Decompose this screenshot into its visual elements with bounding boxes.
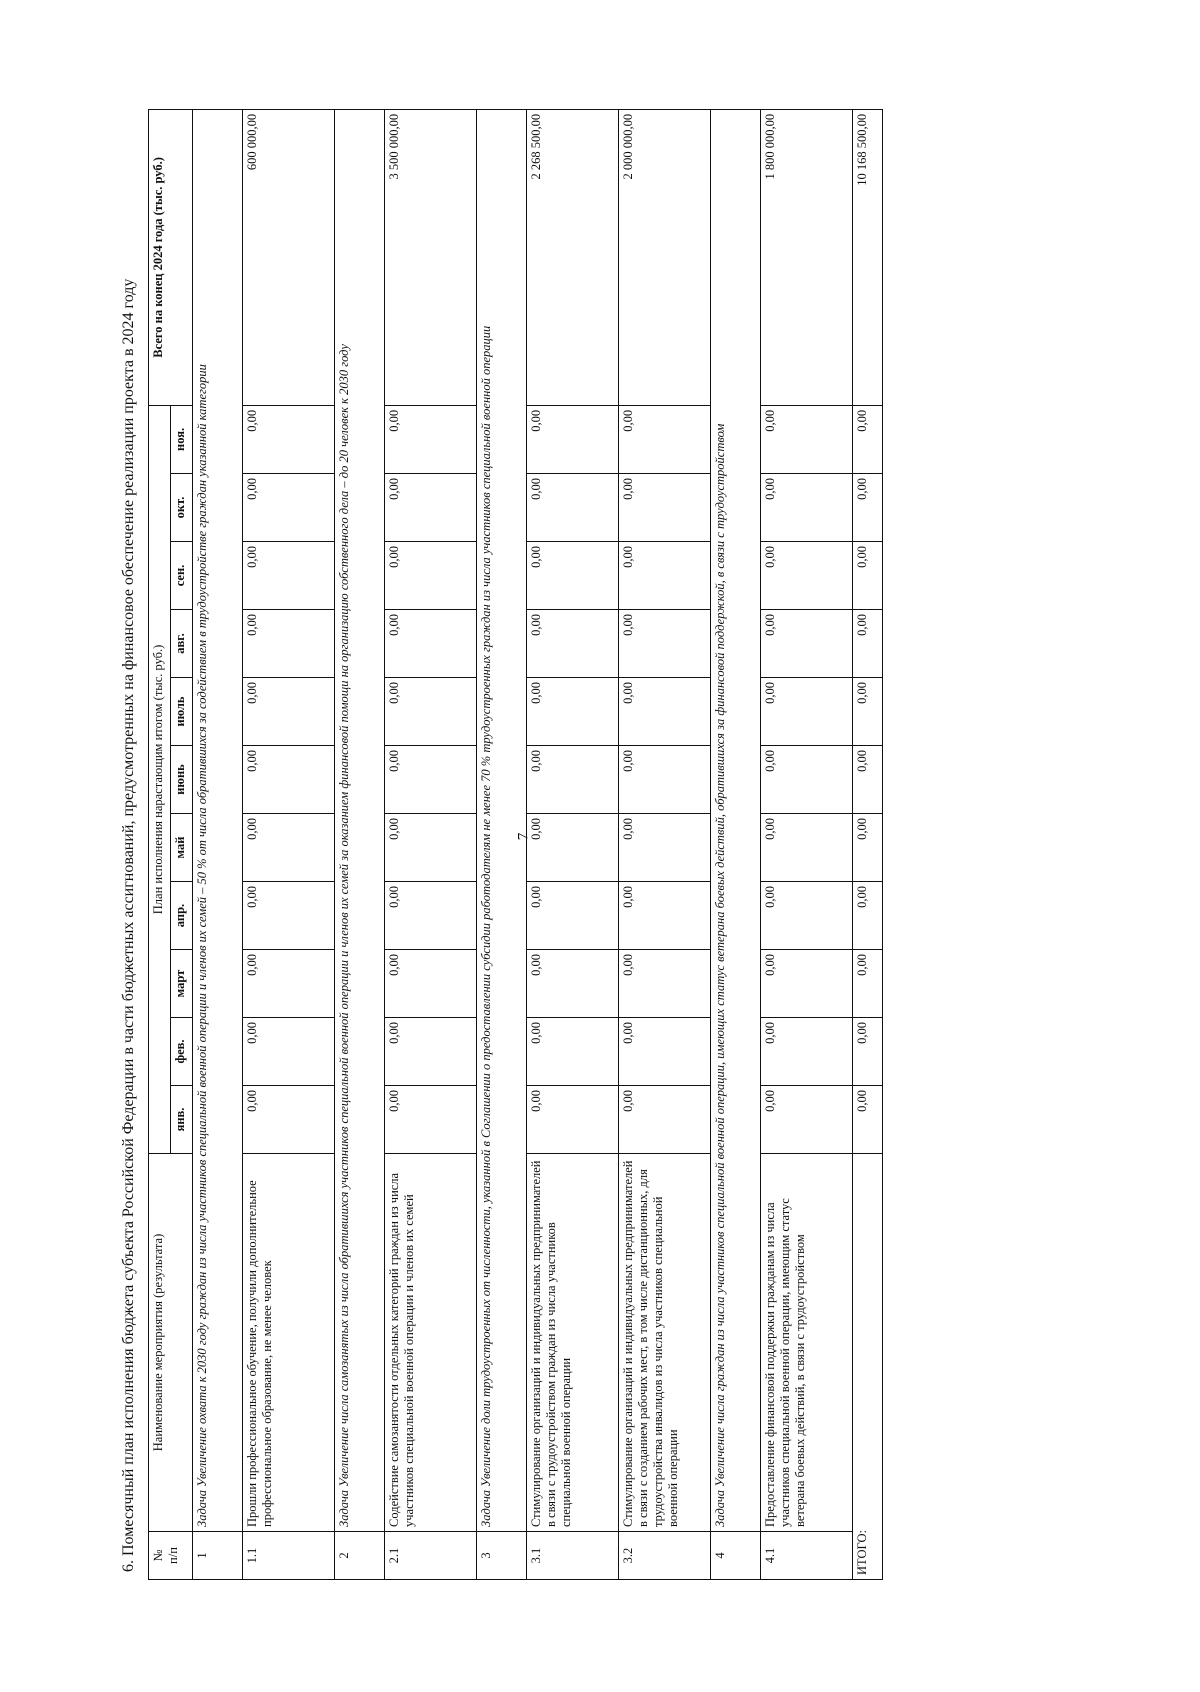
- row-total: 600 000,00: [243, 109, 335, 405]
- grand-total: 10 168 500,00: [853, 109, 883, 405]
- row-number: 1: [193, 1532, 243, 1580]
- total-month-value: 0,00: [853, 950, 883, 1018]
- total-month-value: 0,00: [853, 1086, 883, 1154]
- table-row: [619, 109, 711, 1579]
- table-row: [761, 109, 853, 1579]
- task-text: Задача Увеличение доли трудоустроенных от численности, указанной в Соглашении о предоставлении субсидии работодателям не менее 70 % трудоустроенных граждан из числа участников специальной военной операции: [477, 109, 527, 1531]
- row-number: 2: [335, 1532, 385, 1580]
- month-value: 0,00: [243, 610, 335, 678]
- month-value: 0,00: [619, 882, 711, 950]
- month-value: 0,00: [385, 1018, 477, 1086]
- month-value: 0,00: [527, 814, 619, 882]
- task-text: Задача Увеличение числа самозанятых из числа обратившихся участников специальной военной операции и членов их семей за оказанием финансовой помощи на организацию собственного дела – до 20 человек к 2030 году: [335, 109, 385, 1531]
- row-number: 3.2: [619, 1532, 711, 1580]
- total-month-value: 0,00: [853, 474, 883, 542]
- month-value: 0,00: [243, 1018, 335, 1086]
- activity-name: Стимулирование организаций и индивидуальных предпринимателей в связи с созданием рабочих мест, в том числе дистанционных, для трудоустройства инвалидов из числа участников специальной военной операции: [619, 1154, 711, 1532]
- month-value: 0,00: [527, 746, 619, 814]
- header-no: № п/п: [149, 1532, 193, 1580]
- total-month-value: 0,00: [853, 610, 883, 678]
- month-value: 0,00: [243, 814, 335, 882]
- month-value: 0,00: [385, 882, 477, 950]
- row-total: 2 000 000,00: [619, 109, 711, 405]
- month-value: 0,00: [243, 542, 335, 610]
- month-value: 0,00: [243, 474, 335, 542]
- task-row: [193, 109, 243, 1579]
- header-month: ноя.: [171, 405, 193, 473]
- month-value: 0,00: [243, 950, 335, 1018]
- month-value: 0,00: [761, 610, 853, 678]
- task-text: Задача Увеличение числа граждан из числа участников специальной военной операции, имеющих статус ветерана боевых действий, обратившихся за финансовой поддержкой, в связи с трудоустройством: [711, 109, 761, 1531]
- activity-name: Прошли профессиональное обучение, получили дополнительное профессиональное образование, не менее человек: [243, 1154, 335, 1532]
- month-value: 0,00: [385, 746, 477, 814]
- month-value: 0,00: [619, 746, 711, 814]
- total-label: ИТОГО:: [853, 1154, 883, 1580]
- header-name: Наименование мероприятия (результата): [149, 1154, 193, 1532]
- month-value: 0,00: [385, 678, 477, 746]
- month-value: 0,00: [761, 814, 853, 882]
- task-row: [335, 109, 385, 1579]
- header-total: Всего на конец 2024 года (тыс. руб.): [149, 109, 193, 405]
- row-total: 1 800 000,00: [761, 109, 853, 405]
- row-number: 1.1: [243, 1532, 335, 1580]
- row-number: 3: [477, 1532, 527, 1580]
- header-month: окт.: [171, 474, 193, 542]
- month-value: 0,00: [243, 678, 335, 746]
- month-value: 0,00: [527, 610, 619, 678]
- month-value: 0,00: [385, 610, 477, 678]
- table-header: [149, 109, 193, 1579]
- month-value: 0,00: [761, 1018, 853, 1086]
- month-value: 0,00: [527, 474, 619, 542]
- month-value: 0,00: [385, 1086, 477, 1154]
- task-text: Задача Увеличение охвата к 2030 году граждан из числа участников специальной военной операции и членов их семей – 50 % от числа обратившихся за содействием в трудоустройстве граждан указанной категории: [193, 109, 243, 1531]
- table-row: [385, 109, 477, 1579]
- task-row: [477, 109, 527, 1579]
- month-value: 0,00: [761, 1086, 853, 1154]
- month-value: 0,00: [619, 610, 711, 678]
- header-month: фев.: [171, 1018, 193, 1086]
- total-month-value: 0,00: [853, 405, 883, 473]
- month-value: 0,00: [243, 405, 335, 473]
- month-value: 0,00: [761, 474, 853, 542]
- month-value: 0,00: [619, 950, 711, 1018]
- rotated-page: [116, 110, 1116, 1580]
- row-number: 3.1: [527, 1532, 619, 1580]
- total-row: [853, 109, 883, 1579]
- month-value: 0,00: [619, 542, 711, 610]
- page-number: 7: [515, 832, 532, 841]
- row-total: 3 500 000,00: [385, 109, 477, 405]
- month-value: 0,00: [527, 950, 619, 1018]
- total-month-value: 0,00: [853, 882, 883, 950]
- month-value: 0,00: [243, 882, 335, 950]
- month-value: 0,00: [619, 678, 711, 746]
- month-value: 0,00: [619, 814, 711, 882]
- month-value: 0,00: [619, 405, 711, 473]
- month-value: 0,00: [527, 1018, 619, 1086]
- month-value: 0,00: [761, 542, 853, 610]
- month-value: 0,00: [761, 950, 853, 1018]
- header-month: авг.: [171, 610, 193, 678]
- month-value: 0,00: [761, 405, 853, 473]
- total-month-value: 0,00: [853, 678, 883, 746]
- month-value: 0,00: [243, 1086, 335, 1154]
- month-value: 0,00: [761, 746, 853, 814]
- month-value: 0,00: [619, 1086, 711, 1154]
- month-value: 0,00: [527, 405, 619, 473]
- header-month: март: [171, 950, 193, 1018]
- total-month-value: 0,00: [853, 746, 883, 814]
- month-value: 0,00: [243, 746, 335, 814]
- activity-name: Предоставление финансовой поддержки гражданам из числа участников специальной военной операции, имеющим статус ветерана боевых действий, в связи с трудоустройством: [761, 1154, 853, 1532]
- header-plan: План исполнения нарастающим итогом (тыс. руб.): [149, 405, 171, 1153]
- month-value: 0,00: [385, 474, 477, 542]
- month-value: 0,00: [619, 1018, 711, 1086]
- row-number: 4.1: [761, 1532, 853, 1580]
- month-value: 0,00: [619, 474, 711, 542]
- month-value: 0,00: [527, 542, 619, 610]
- row-number: 2.1: [385, 1532, 477, 1580]
- header-month: июнь: [171, 746, 193, 814]
- row-number: 4: [711, 1532, 761, 1580]
- table-row: [243, 109, 335, 1579]
- month-value: 0,00: [527, 678, 619, 746]
- task-row: [711, 109, 761, 1579]
- budget-plan-table: [148, 109, 883, 1580]
- activity-name: Стимулирование организаций и индивидуальных предпринимателей в связи с трудоустройством граждан из числа участников специальной военной операции: [527, 1154, 619, 1532]
- month-value: 0,00: [761, 882, 853, 950]
- month-value: 0,00: [385, 950, 477, 1018]
- month-value: 0,00: [385, 814, 477, 882]
- total-month-value: 0,00: [853, 542, 883, 610]
- row-total: 2 268 500,00: [527, 109, 619, 405]
- total-month-value: 0,00: [853, 1018, 883, 1086]
- month-value: 0,00: [385, 542, 477, 610]
- header-month: май: [171, 814, 193, 882]
- month-value: 0,00: [385, 405, 477, 473]
- table-body: [193, 109, 883, 1579]
- activity-name: Содействие самозанятости отдельных категорий граждан из числа участников специальной военной операции и членов их семей: [385, 1154, 477, 1532]
- header-month: сен.: [171, 542, 193, 610]
- month-value: 0,00: [761, 678, 853, 746]
- header-month: янв.: [171, 1086, 193, 1154]
- table-row: [527, 109, 619, 1579]
- header-month: апр.: [171, 882, 193, 950]
- header-month: июль: [171, 678, 193, 746]
- total-month-value: 0,00: [853, 814, 883, 882]
- document-title: 6. Помесячный план исполнения бюджета субъекта Российской Федерации в части бюджетных ассигнований, предусмотренных на финансовое обеспечение реализации проекта в 2024 году: [120, 278, 137, 1572]
- month-value: 0,00: [527, 882, 619, 950]
- month-value: 0,00: [527, 1086, 619, 1154]
